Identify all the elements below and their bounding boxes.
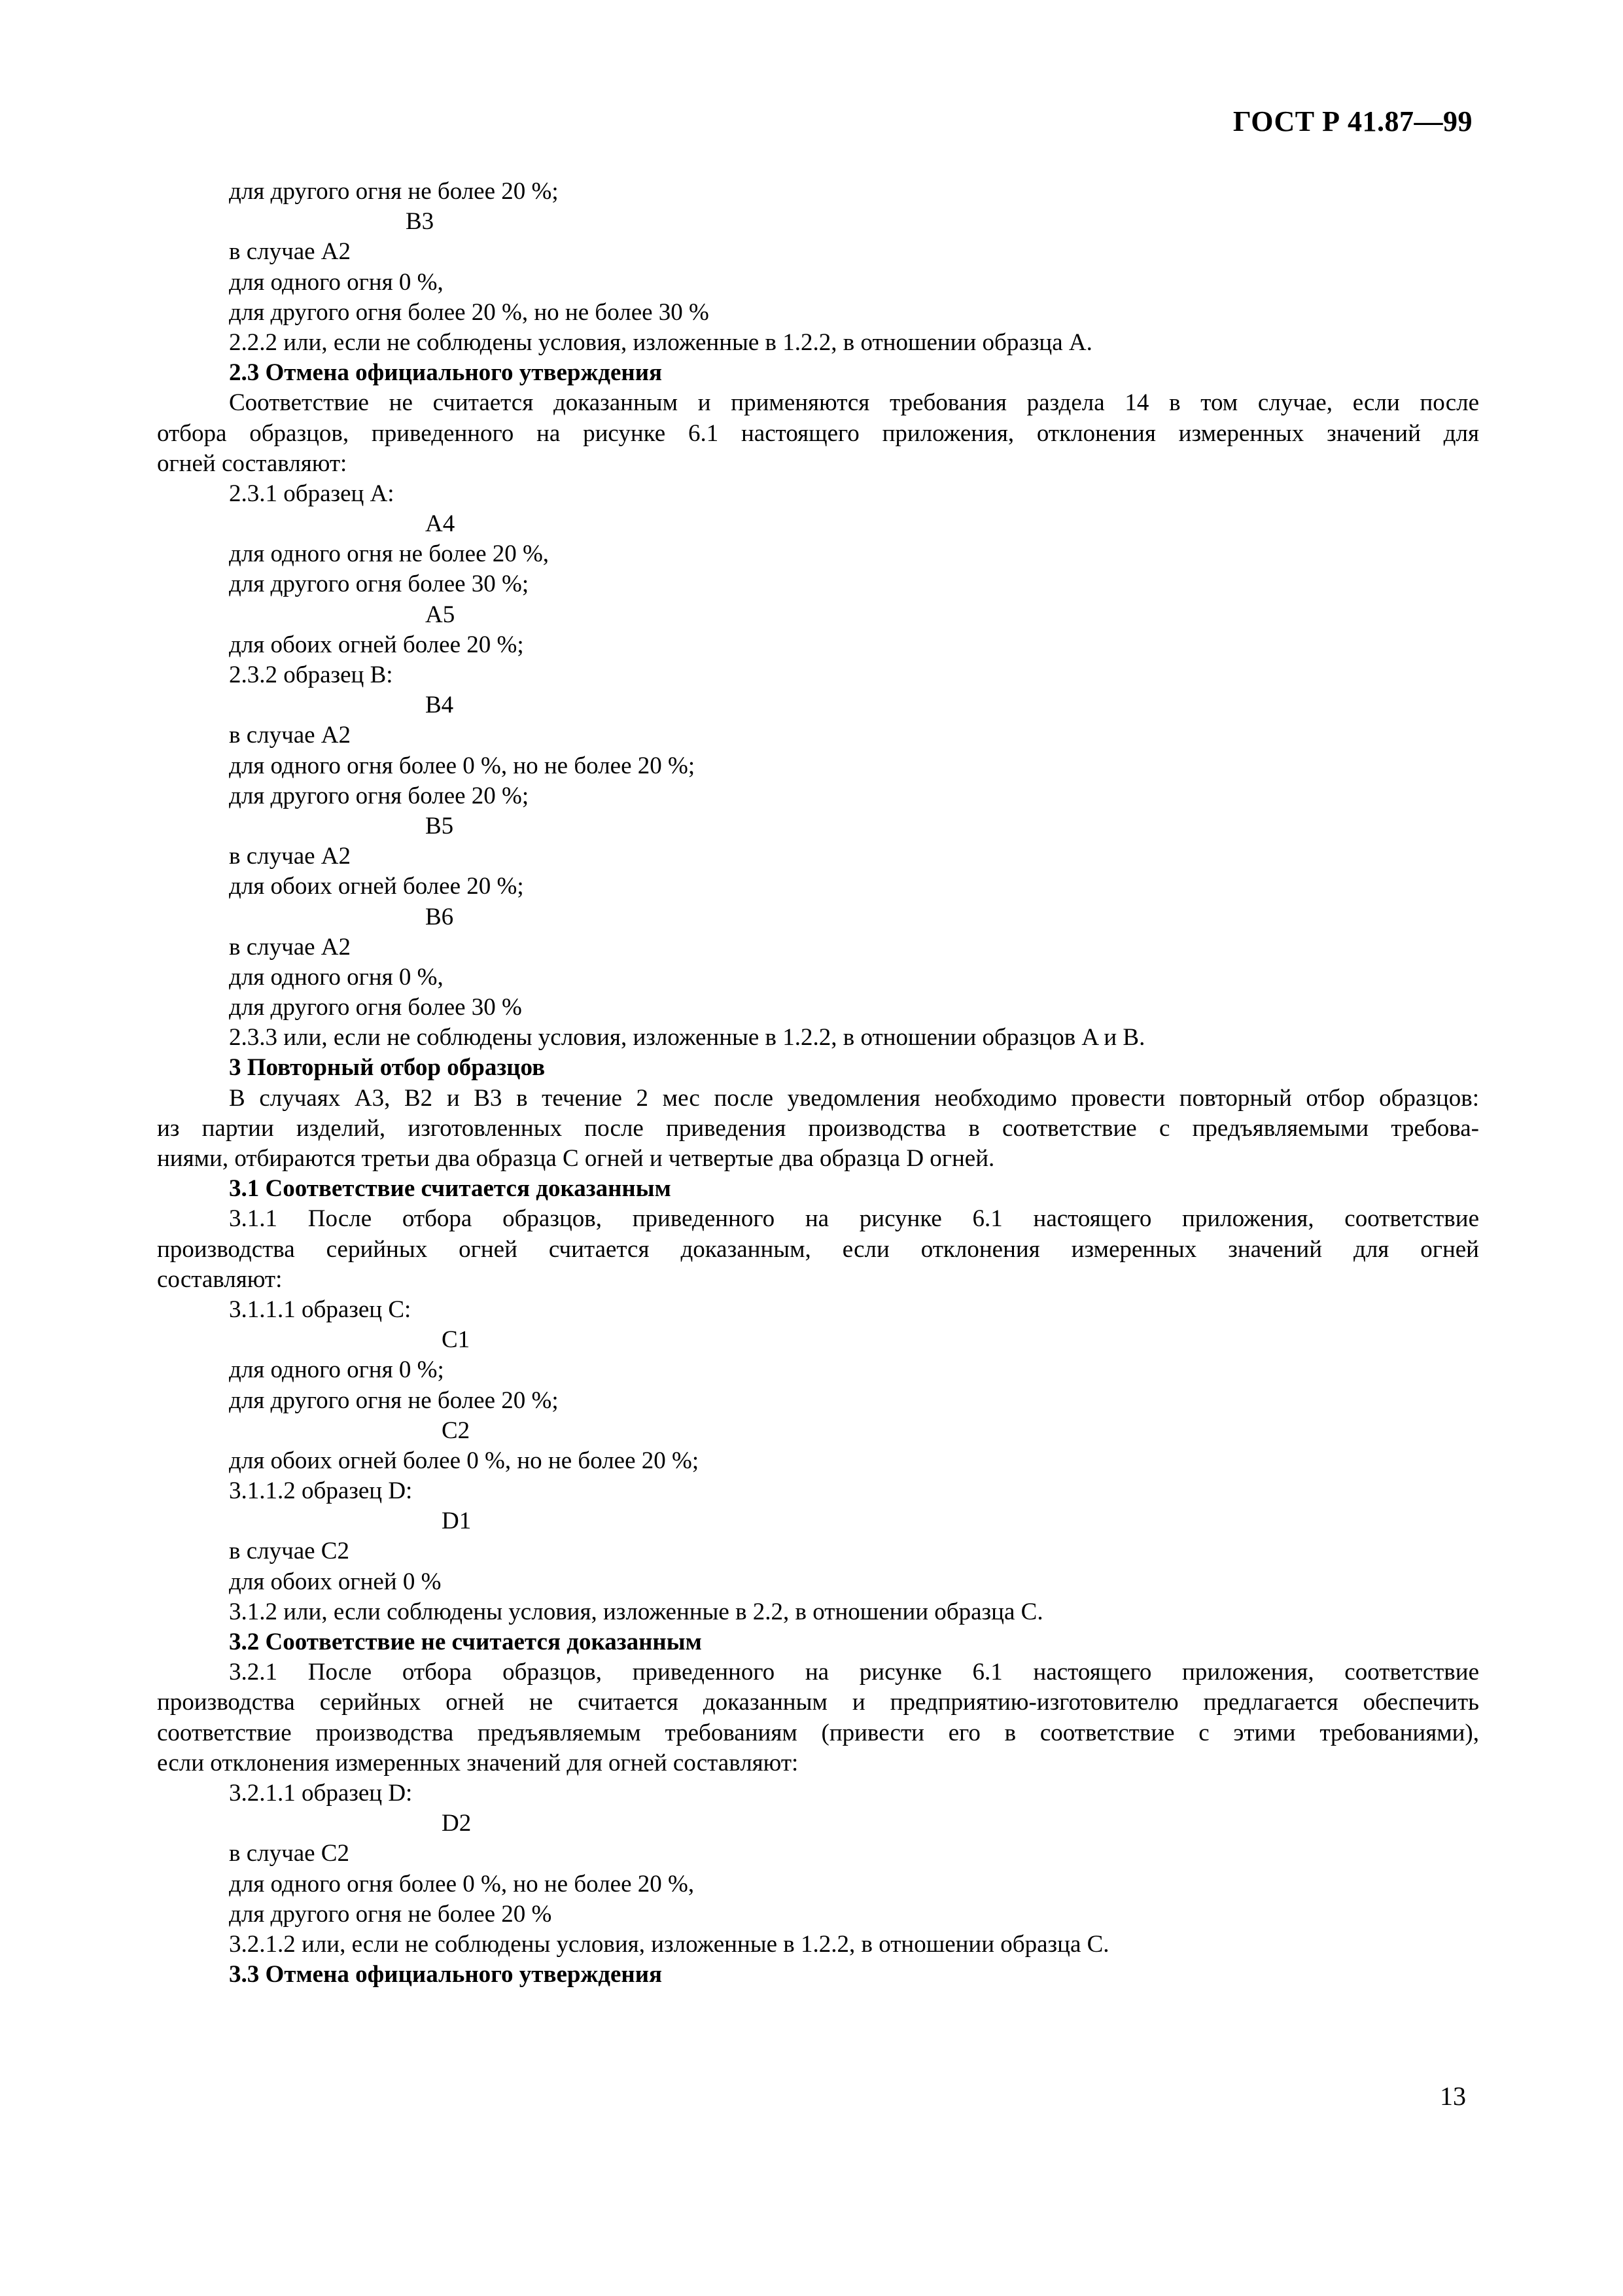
text-line: 3.2.1 После отбора образцов, приведенного на рисунке 6.1 настоящего приложения, соответствие	[229, 1659, 1479, 1686]
text-line: 3.1.1 После отбора образцов, приведенного на рисунке 6.1 настоящего приложения, соответствие	[229, 1205, 1479, 1233]
section-heading: 3 Повторный отбор образцов	[229, 1054, 546, 1082]
text-line: в случае A2	[229, 238, 351, 266]
text-line: для другого огня более 20 %, но не более 30 %	[229, 298, 709, 326]
text-line: D1	[442, 1508, 472, 1535]
text-line: отбора образцов, приведенного на рисунке 6.1 настоящего приложения, отклонения измеренных значений для	[157, 419, 1479, 447]
text-line: для одного огня 0 %,	[229, 963, 444, 991]
section-heading: 3.1 Соответствие считается доказанным	[229, 1175, 671, 1203]
text-line: в случае C2	[229, 1840, 349, 1867]
document-body	[157, 177, 1479, 1990]
text-line: для одного огня не более 20 %,	[229, 540, 550, 568]
text-line: для обоих огней более 20 %;	[229, 631, 524, 658]
section-heading: 2.3 Отмена официального утверждения	[229, 359, 663, 387]
text-line: ниями, отбираются третьи два образца C огней и четвертые два образца D огней.	[157, 1145, 995, 1172]
text-line: C2	[442, 1417, 470, 1444]
text-line: A4	[425, 510, 455, 538]
text-line: производства серийных огней считается доказанным, если отклонения измеренных значений для огней	[157, 1235, 1479, 1263]
text-line: 3.2.1.2 или, если не соблюдены условия, изложенные в 1.2.2, в отношении образца C.	[229, 1930, 1109, 1958]
text-line: из партии изделий, изготовленных после приведения производства в соответствие с предъявляемыми требова-	[157, 1114, 1479, 1142]
text-line: составляют:	[157, 1265, 283, 1293]
text-line: 2.3.1 образец A:	[229, 480, 394, 507]
text-line: D2	[442, 1810, 472, 1837]
text-line: для одного огня 0 %,	[229, 268, 444, 296]
text-line: в случае A2	[229, 722, 351, 749]
text-line: 2.3.2 образец B:	[229, 662, 393, 688]
text-line: в случае A2	[229, 933, 351, 961]
text-line: для обоих огней более 0 %, но не более 20 %;	[229, 1447, 699, 1474]
text-line: B5	[425, 812, 454, 839]
text-line: для одного огня более 0 %, но не более 20 %;	[229, 752, 695, 779]
text-line: 2.3.3 или, если не соблюдены условия, изложенные в 1.2.2, в отношении образцов A и B.	[229, 1024, 1145, 1051]
text-line: в случае C2	[229, 1538, 349, 1565]
text-line: В случаях A3, B2 и B3 в течение 2 мес после уведомления необходимо провести повторный отбор образцов:	[229, 1084, 1479, 1112]
text-line: для другого огня более 20 %;	[229, 782, 529, 809]
text-line: для другого огня не более 20 %	[229, 1900, 552, 1928]
section-heading: 3.2 Соответствие не считается доказанным	[229, 1629, 702, 1655]
text-line: если отклонения измеренных значений для огней составляют:	[157, 1749, 799, 1776]
text-line: для другого огня не более 20 %;	[229, 1386, 559, 1414]
text-line: B3	[406, 208, 434, 236]
page-number: 13	[1440, 2081, 1466, 2111]
text-line: для другого огня не более 20 %;	[229, 178, 559, 205]
text-line: для одного огня 0 %;	[229, 1356, 444, 1384]
text-line: 3.1.1.2 образец D:	[229, 1477, 413, 1505]
text-line: для одного огня более 0 %, но не более 20 %,	[229, 1870, 695, 1898]
document-code-header: ГОСТ Р 41.87—99	[1232, 105, 1473, 137]
text-line: 2.2.2 или, если не соблюдены условия, изложенные в 1.2.2, в отношении образца A.	[229, 328, 1092, 356]
text-line: A5	[425, 601, 455, 628]
text-line: B6	[425, 903, 454, 930]
text-line: C1	[442, 1326, 470, 1354]
section-heading: 3.3 Отмена официального утверждения	[229, 1961, 663, 1988]
text-line: для обоих огней более 20 %;	[229, 873, 524, 900]
text-line: соответствие производства предъявляемым требованиям (привести его в соответствие с этими требованиями),	[157, 1719, 1479, 1746]
text-line: производства серийных огней не считается доказанным и предприятию-изготовителю предлагается обеспечить	[157, 1689, 1479, 1716]
text-line: для другого огня более 30 %;	[229, 571, 529, 598]
text-line: 3.1.2 или, если соблюдены условия, изложенные в 2.2, в отношении образца C.	[229, 1598, 1043, 1625]
text-line: B4	[425, 692, 454, 719]
text-line: для обоих огней 0 %	[229, 1568, 442, 1595]
text-line: в случае A2	[229, 843, 351, 870]
text-line: 3.1.1.1 образец C:	[229, 1296, 411, 1323]
text-line: Соответствие не считается доказанным и применяются требования раздела 14 в том случае, если после	[229, 389, 1479, 417]
text-line: 3.2.1.1 образец D:	[229, 1779, 413, 1807]
text-line: огней составляют:	[157, 450, 347, 477]
text-line: для другого огня более 30 %	[229, 994, 522, 1021]
